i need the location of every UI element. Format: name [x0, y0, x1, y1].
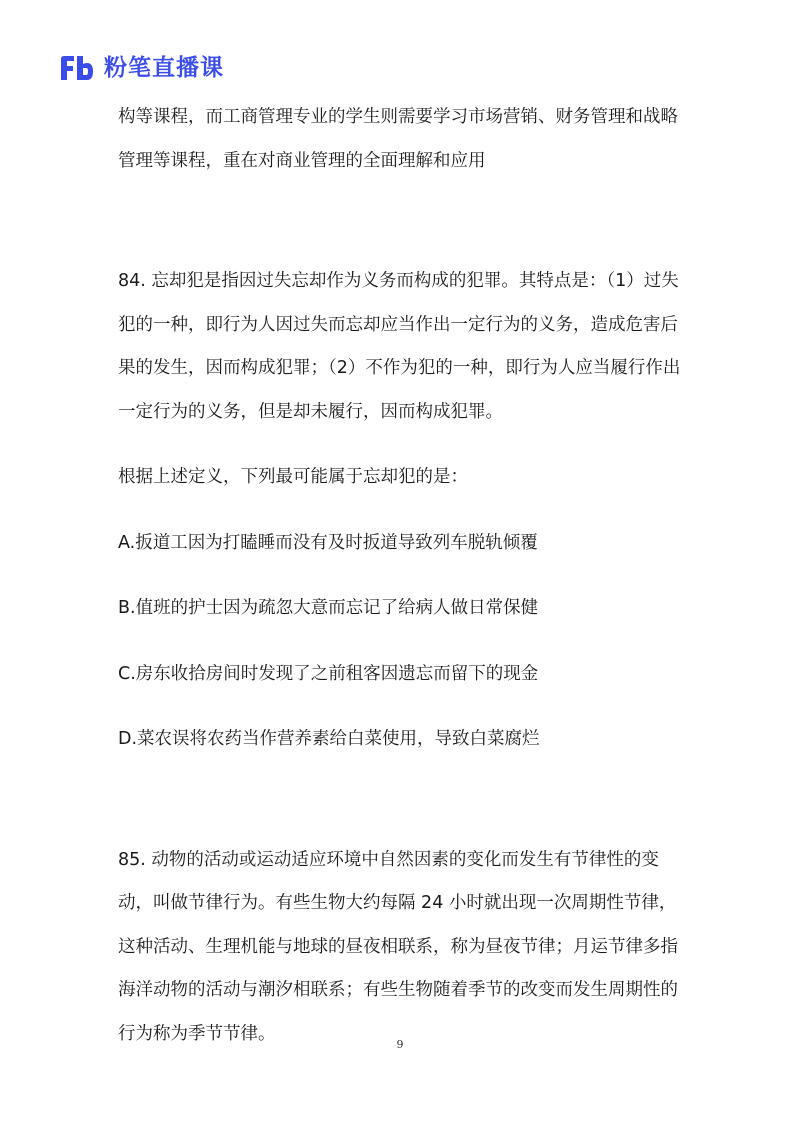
question-84-prompt: 根据上述定义，下列最可能属于忘却犯的是：: [118, 467, 468, 487]
question-84-option-d: D.菜农误将农药当作营养素给白菜使用，导致白菜腐烂: [118, 729, 540, 749]
question-84-option-c: C.房东收拾房间时发现了之前租客因遗忘而留下的现金: [118, 663, 539, 684]
brand-name: 粉笔直播课: [104, 54, 224, 81]
question-84-option-a: A.扳道工因为打瞌睡而没有及时扳道导致列车脱轨倾覆: [118, 532, 538, 553]
page-number: 9: [396, 1038, 404, 1051]
spacer: [118, 434, 690, 456]
continuation-paragraph: 构等课程，而工商管理专业的学生则需要学习市场营销、财务管理和战略管理等课程，重在对商业管理的全面理解和应用: [118, 107, 678, 171]
question-84-stem: 84. 忘却犯是指因过失忘却作为义务而构成的犯罪。其特点是：（1）过失犯的一种，即行为人因过失而忘却应当作出一定行为的义务，造成危害后果的发生，因而构成犯罪；（2）不作为犯的一种，即行为人应当履行作出一定行为的义务，但是却未履行，因而构成犯罪。: [118, 271, 681, 422]
spacer: [118, 631, 690, 653]
spacer: [118, 696, 690, 718]
fb-logo-icon: [58, 53, 96, 83]
spacer: [118, 762, 690, 839]
spacer: [118, 183, 690, 260]
question-84-option-b: B.值班的护士因为疏忽大意而忘记了给病人做日常保健: [118, 598, 539, 618]
document-body: [118, 96, 690, 1056]
page-header: [58, 50, 224, 86]
question-85-stem: 85. 动物的活动或运动适应环境中自然因素的变化而发生有节律性的变动，叫做节律行为。有些生物大约每隔 24 小时就出现一次周期性节律，这种活动、生理机能与地球的昼夜相联系，称为昼夜节律；月运节律多指海洋动物的活动与潮汐相联系；有些生物随着季节的改变而发生周期性的行为称为季节节律。: [118, 849, 678, 1044]
spacer: [118, 565, 690, 587]
spacer: [118, 500, 690, 522]
